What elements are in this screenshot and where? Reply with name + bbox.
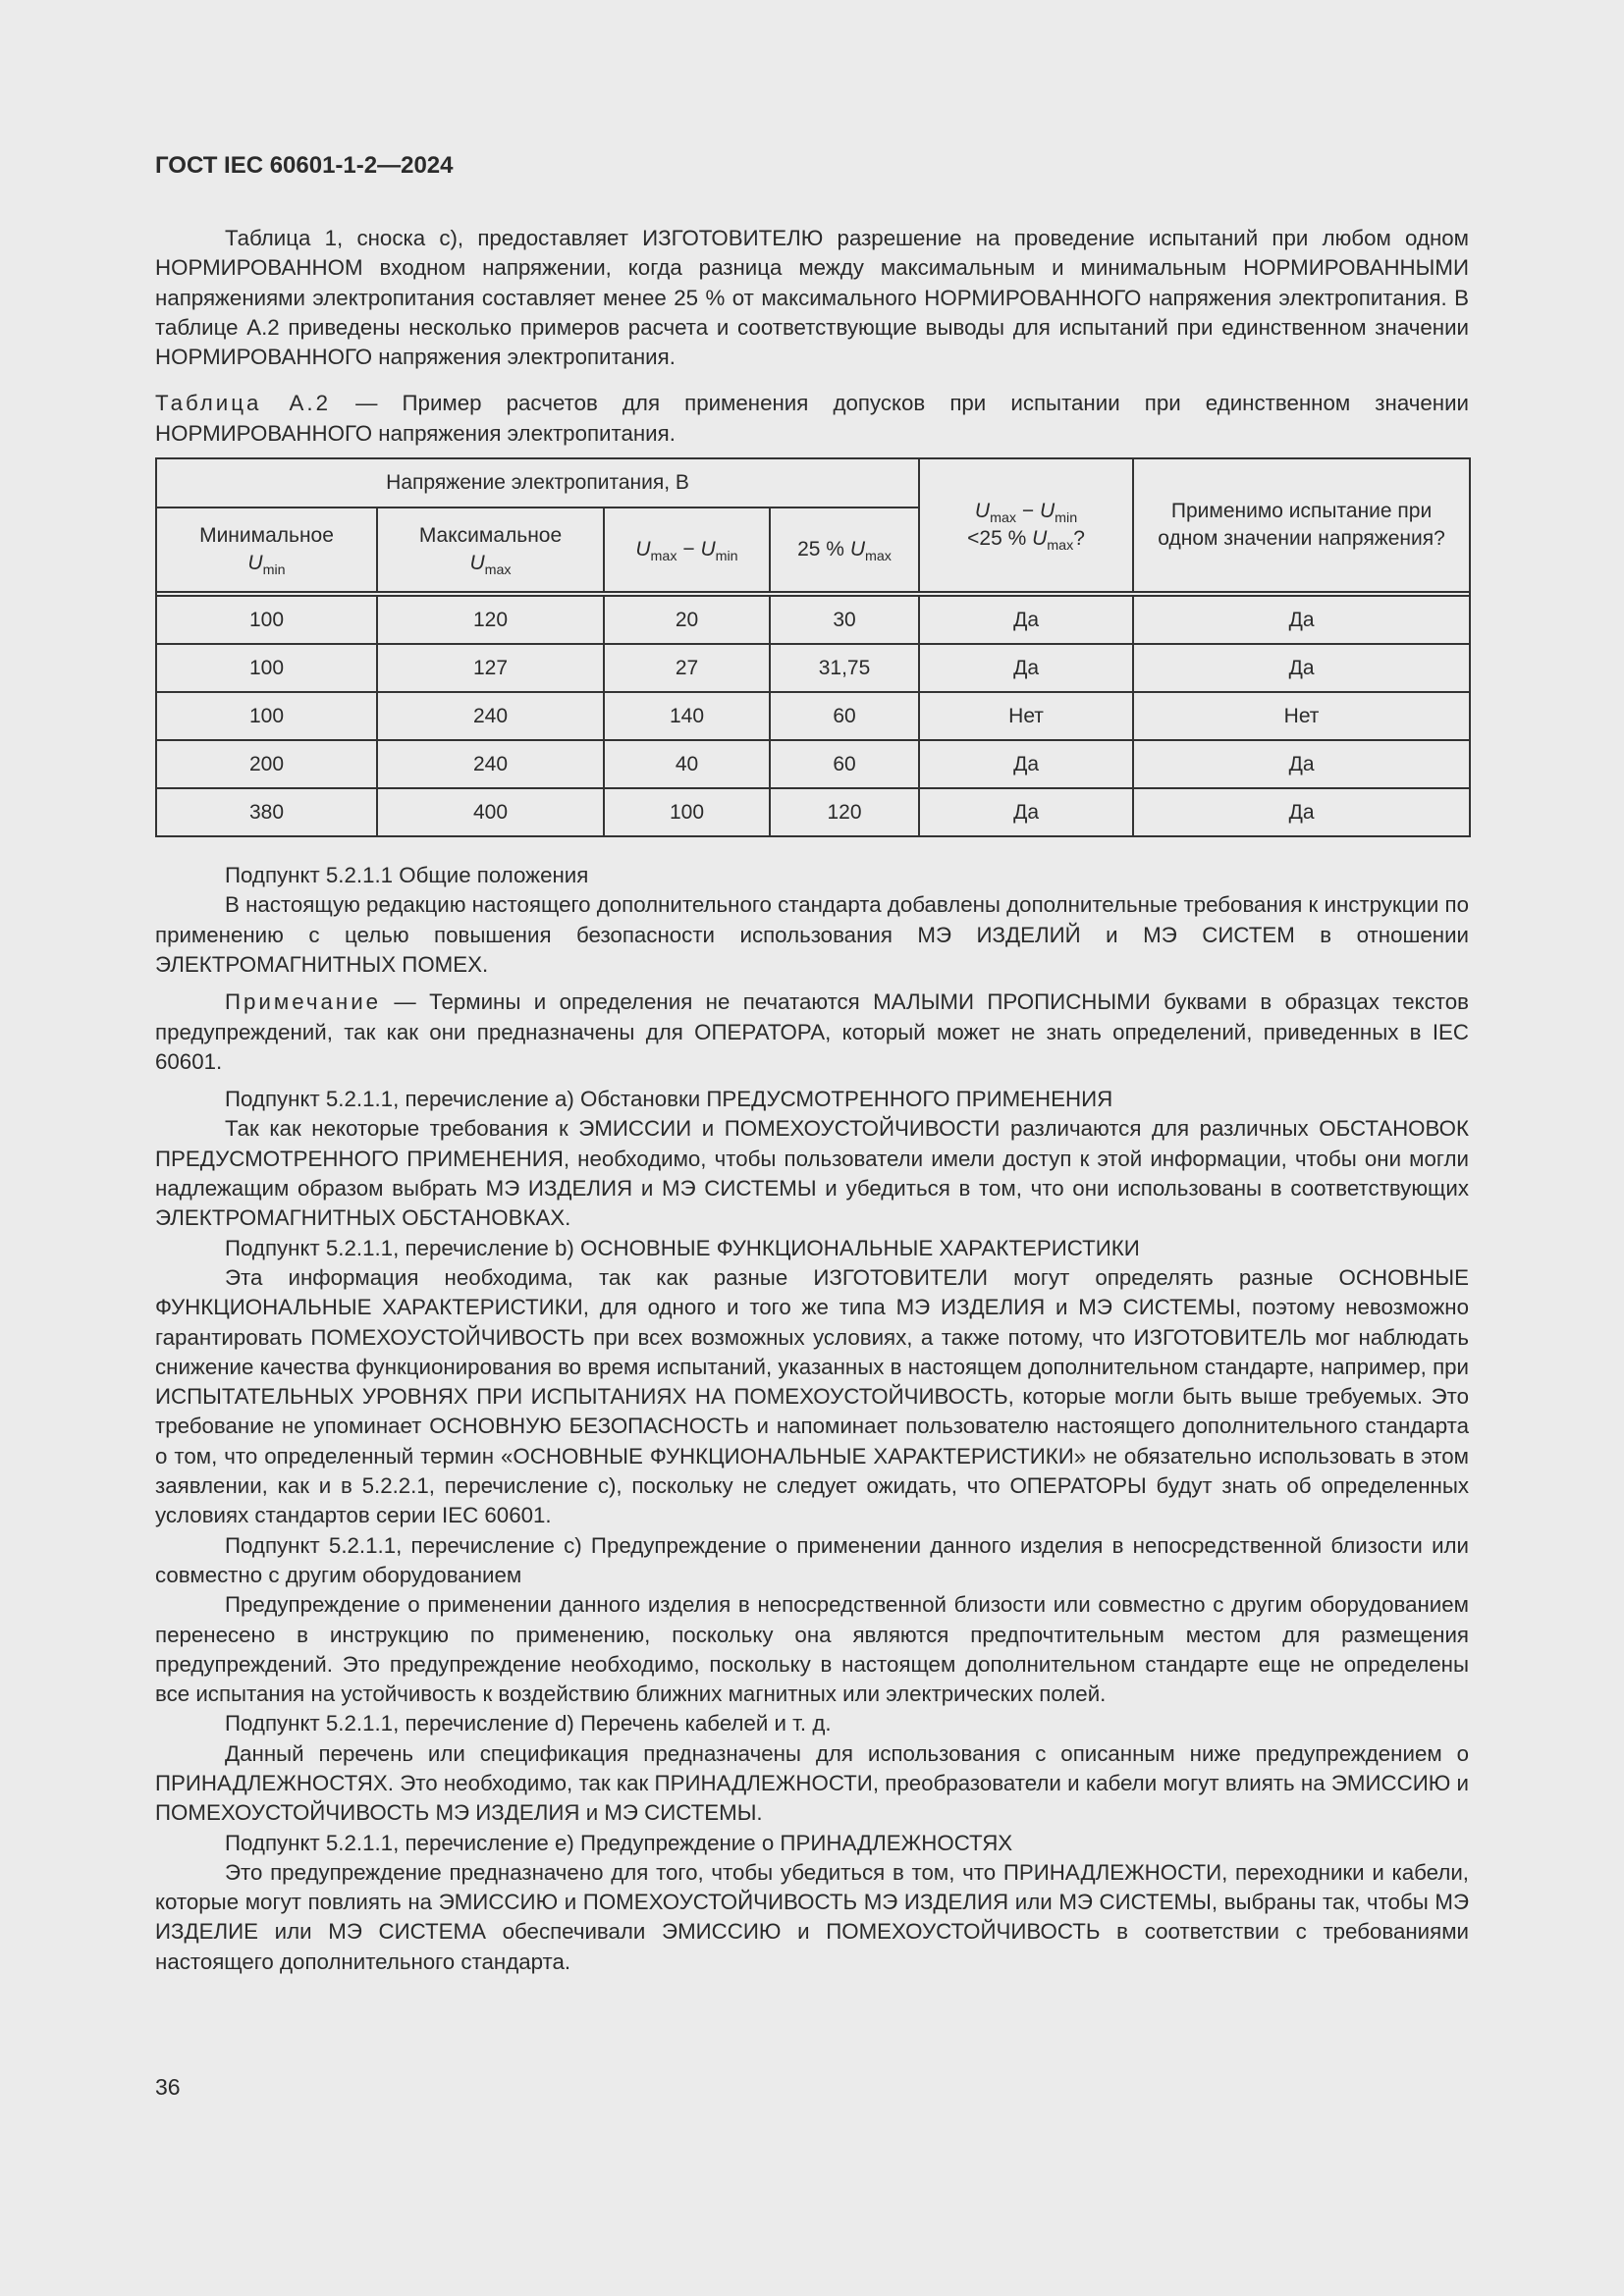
table-row: 200 240 40 60 Да Да [156,740,1470,788]
sec5-heading: Подпункт 5.2.1.1, перечисление d) Перечень кабелей и т. д. [225,1711,832,1736]
sec2-body: Так как некоторые требования к ЭМИССИИ и ПОМЕХОУСТОЙЧИВОСТИ различаются для различных ОБСТАНОВОК ПРЕДУСМОТРЕННОГО ПРИМЕНЕНИЯ, необходимо, чтобы пользователи имели доступ к этой информации, чтобы они могли надлежащим образом выбрать МЭ ИЗДЕЛИЯ и МЭ СИСТЕМЫ и убедиться в том, что они использованы в соответствующих ЭЛЕКТРОМАГНИТНЫХ ОБСТАНОВКАХ. [155,1116,1469,1231]
sec4-heading: Подпункт 5.2.1.1, перечисление с) Предупреждение о применении данного изделия в непосредственной близости или совместно с другим оборудованием [155,1532,1469,1587]
sec2-heading: Подпункт 5.2.1.1, перечисление а) Обстановки ПРЕДУСМОТРЕННОГО ПРИМЕНЕНИЯ [225,1087,1113,1112]
table-row: 100 120 20 30 Да Да [156,596,1470,644]
voltage-table [155,457,1471,837]
th-pct: 25 % $U_{max}$ [770,507,919,592]
sec4-body: Предупреждение о применении данного изделия в непосредственной близости или совместно с другим оборудованием перенесено в инструкцию по применению, поскольку она являются предпочтительным местом для размещения предупреждений. Это предупреждение необходимо, поскольку в настоящем дополнительном стандарте еще не определены все испытания на устойчивость к воздействию ближних магнитных или электрических полей. [155,1592,1469,1707]
sec6-heading: Подпункт 5.2.1.1, перечисление е) Предупреждение о ПРИНАДЛЕЖНОСТЯХ [225,1830,1013,1855]
table-row: 100 240 140 60 Нет Нет [156,692,1470,740]
sec3-heading: Подпункт 5.2.1.1, перечисление b) ОСНОВНЫЕ ФУНКЦИОНАЛЬНЫЕ ХАРАКТЕРИСТИКИ [225,1235,1140,1260]
table-caption-label: Таблица А.2 [155,391,331,416]
th-diff: $U_{max} - U_{min}$ [604,507,770,592]
table-caption-text: — Пример расчетов для применения допусков при испытании при единственном значении НОРМИРОВАННОГО напряжения электропитания. [155,391,1469,446]
note-label: Примечание [225,989,382,1015]
sec3-body: Эта информация необходима, так как разные ИЗГОТОВИТЕЛИ могут определять разные ОСНОВНЫЕ ФУНКЦИОНАЛЬНЫЕ ХАРАКТЕРИСТИКИ, для одного и того же типа МЭ ИЗДЕЛИЯ и МЭ СИСТЕМЫ, поэтому невозможно гарантировать ПОМЕХОУСТОЙЧИВОСТЬ при всех возможных условиях, а также потому, что ИЗГОТОВИТЕЛЬ мог наблюдать снижение качества функционирования во время испытаний, указанных в настоящем дополнительном стандарте, например, при ИСПЫТАТЕЛЬНЫХ УРОВНЯХ ПРИ ИСПЫТАНИЯХ НА ПОМЕХОУСТОЙЧИВОСТЬ, которые могли быть выше требуемых. Это требование не упоминает ОСНОВНУЮ БЕЗОПАСНОСТЬ и напоминает пользователю настоящего дополнительного стандарта о том, что определенный термин «ОСНОВНЫЕ ФУНКЦИОНАЛЬНЫЕ ХАРАКТЕРИСТИКИ» не обязательно использовать в этом заявлении, как и в 5.2.2.1, перечисление с), поскольку не следует ожидать, что ОПЕРАТОРЫ будут знать об определенных условиях стандартов серии IEC 60601. [155,1264,1469,1528]
th-comparison: $U_{max} - U_{min}$ <25 % $U_{max}$? [919,458,1133,592]
th-max: Максимальное $U_{max}$ [377,507,604,592]
th-applicable: Применимо испытание при одном значении напряжения? [1133,458,1470,592]
note-paragraph [155,988,1469,1077]
th-min: Минимальное $U_{min}$ [156,507,377,592]
sec1-body: В настоящую редакцию настоящего дополнительного стандарта добавлены дополнительные требования к инструкции по применению с целью повышения безопасности использования МЭ ИЗДЕЛИЙ и МЭ СИСТЕМ в отношении ЭЛЕКТРОМАГНИТНЫХ ПОМЕХ. [155,892,1469,977]
sec6-body: Это предупреждение предназначено для того, чтобы убедиться в том, что ПРИНАДЛЕЖНОСТИ, переходники и кабели, которые могут повлиять на ЭМИССИЮ и ПОМЕХОУСТОЙЧИВОСТЬ МЭ ИЗДЕЛИЯ или МЭ СИСТЕМЫ, выбраны так, чтобы МЭ ИЗДЕЛИЕ или МЭ СИСТЕМА обеспечивали ЭМИССИЮ и ПОМЕХОУСТОЙЧИВОСТЬ в соответствии с требованиями настоящего дополнительного стандарта. [155,1859,1469,1974]
table-row: 380 400 100 120 Да Да [156,788,1470,836]
document-content [155,224,1469,1977]
intro-paragraph: Таблица 1, сноска с), предоставляет ИЗГОТОВИТЕЛЮ разрешение на проведение испытаний при любом одном НОРМИРОВАННОМ входном напряжении, когда разница между максимальным и минимальным НОРМИРОВАННЫМИ напряжениями электропитания составляет менее 25 % от максимального НОРМИРОВАННОГО напряжения электропитания. В таблице А.2 приведены несколько примеров расчета и соответствующие выводы для испытаний при единственном значении НОРМИРОВАННОГО напряжения электропитания. [155,226,1469,370]
note-text: — Термины и определения не печатаются МАЛЫМИ ПРОПИСНЫМИ буквами в образцах текстов предупреждений, так как они предназначены для ОПЕРАТОРА, который может не знать определений, приведенных в IEC 60601. [155,989,1469,1074]
table-row: 100 127 27 31,75 Да Да [156,644,1470,692]
table-caption [155,389,1469,449]
page-number: 36 [155,2074,181,2100]
sec1-heading: Подпункт 5.2.1.1 Общие положения [225,863,589,888]
sec5-body: Данный перечень или спецификация предназначены для использования с описанным ниже предупреждением о ПРИНАДЛЕЖНОСТЯХ. Это необходимо, так как ПРИНАДЛЕЖНОСТИ, преобразователи и кабели могут влиять на ЭМИССИЮ и ПОМЕХОУСТОЙЧИВОСТЬ МЭ ИЗДЕЛИЯ и МЭ СИСТЕМЫ. [155,1740,1469,1826]
th-supply-voltage: Напряжение электропитания, В [156,458,919,507]
document-header: ГОСТ IEC 60601-1-2—2024 [155,152,454,179]
